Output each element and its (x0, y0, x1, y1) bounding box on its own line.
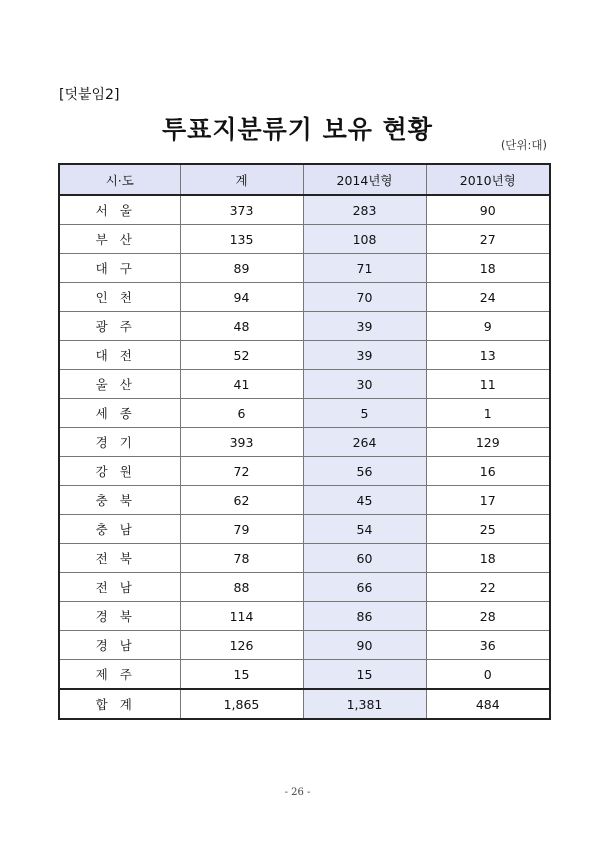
unit-label: (단위:대) (500, 138, 547, 152)
type2010-cell: 0 (426, 660, 550, 690)
total-cell: 78 (180, 544, 303, 573)
total-cell: 15 (180, 660, 303, 690)
page-number: - 26 - (284, 787, 311, 798)
total-cell: 114 (180, 602, 303, 631)
table-row (59, 602, 550, 631)
table-row (59, 254, 550, 283)
table-row (59, 573, 550, 602)
table-row (59, 195, 550, 225)
region-cell: 울산 (59, 370, 180, 399)
total-cell: 79 (180, 515, 303, 544)
table-row (59, 341, 550, 370)
total-2010-cell: 484 (426, 689, 550, 719)
type2014-cell: 283 (303, 195, 426, 225)
type2010-cell: 13 (426, 341, 550, 370)
type2014-cell: 5 (303, 399, 426, 428)
attachment-label: [덧붙임2] (59, 87, 120, 103)
total-cell: 72 (180, 457, 303, 486)
total-cell: 126 (180, 631, 303, 660)
holdings-table (58, 163, 551, 720)
type2010-cell: 1 (426, 399, 550, 428)
type2014-cell: 45 (303, 486, 426, 515)
region-cell: 전북 (59, 544, 180, 573)
type2010-cell: 18 (426, 544, 550, 573)
header-total: 계 (180, 164, 303, 195)
type2014-cell: 39 (303, 341, 426, 370)
type2014-cell: 264 (303, 428, 426, 457)
region-cell: 강원 (59, 457, 180, 486)
total-cell: 89 (180, 254, 303, 283)
region-cell: 부산 (59, 225, 180, 254)
type2010-cell: 16 (426, 457, 550, 486)
table-row (59, 225, 550, 254)
table-row (59, 370, 550, 399)
table-row (59, 399, 550, 428)
table-row (59, 660, 550, 690)
table-header-row (59, 164, 550, 195)
total-cell: 52 (180, 341, 303, 370)
type2010-cell: 36 (426, 631, 550, 660)
region-cell: 대구 (59, 254, 180, 283)
region-cell: 경북 (59, 602, 180, 631)
type2014-cell: 39 (303, 312, 426, 341)
region-cell: 전남 (59, 573, 180, 602)
region-cell: 세종 (59, 399, 180, 428)
header-2010-type: 2010년형 (426, 164, 550, 195)
region-cell: 경기 (59, 428, 180, 457)
total-2014-cell: 1,381 (303, 689, 426, 719)
type2014-cell: 70 (303, 283, 426, 312)
type2014-cell: 54 (303, 515, 426, 544)
type2014-cell: 66 (303, 573, 426, 602)
total-sum-cell: 1,865 (180, 689, 303, 719)
table-row (59, 283, 550, 312)
total-cell: 135 (180, 225, 303, 254)
table-row (59, 544, 550, 573)
type2014-cell: 30 (303, 370, 426, 399)
type2010-cell: 25 (426, 515, 550, 544)
table-row (59, 428, 550, 457)
type2014-cell: 56 (303, 457, 426, 486)
table-body (59, 195, 550, 689)
total-cell: 41 (180, 370, 303, 399)
total-cell: 6 (180, 399, 303, 428)
table-row (59, 486, 550, 515)
table-row (59, 457, 550, 486)
total-region-cell: 합계 (59, 689, 180, 719)
region-cell: 인천 (59, 283, 180, 312)
table-row (59, 515, 550, 544)
type2010-cell: 129 (426, 428, 550, 457)
type2014-cell: 15 (303, 660, 426, 690)
type2014-cell: 71 (303, 254, 426, 283)
region-cell: 제주 (59, 660, 180, 690)
total-cell: 62 (180, 486, 303, 515)
region-cell: 대전 (59, 341, 180, 370)
page-title: 투표지분류기 보유 현황 (162, 115, 433, 144)
type2010-cell: 11 (426, 370, 550, 399)
table-total-row (59, 689, 550, 719)
region-cell: 서울 (59, 195, 180, 225)
type2014-cell: 86 (303, 602, 426, 631)
type2010-cell: 22 (426, 573, 550, 602)
total-cell: 48 (180, 312, 303, 341)
total-cell: 373 (180, 195, 303, 225)
region-cell: 충북 (59, 486, 180, 515)
total-cell: 94 (180, 283, 303, 312)
type2010-cell: 18 (426, 254, 550, 283)
type2010-cell: 28 (426, 602, 550, 631)
type2014-cell: 60 (303, 544, 426, 573)
type2010-cell: 9 (426, 312, 550, 341)
header-region: 시·도 (59, 164, 180, 195)
total-cell: 393 (180, 428, 303, 457)
header-2014-type: 2014년형 (303, 164, 426, 195)
region-cell: 경남 (59, 631, 180, 660)
type2010-cell: 90 (426, 195, 550, 225)
region-cell: 광주 (59, 312, 180, 341)
type2010-cell: 24 (426, 283, 550, 312)
type2014-cell: 90 (303, 631, 426, 660)
table-row (59, 312, 550, 341)
table-row (59, 631, 550, 660)
type2010-cell: 27 (426, 225, 550, 254)
type2010-cell: 17 (426, 486, 550, 515)
type2014-cell: 108 (303, 225, 426, 254)
total-cell: 88 (180, 573, 303, 602)
region-cell: 충남 (59, 515, 180, 544)
